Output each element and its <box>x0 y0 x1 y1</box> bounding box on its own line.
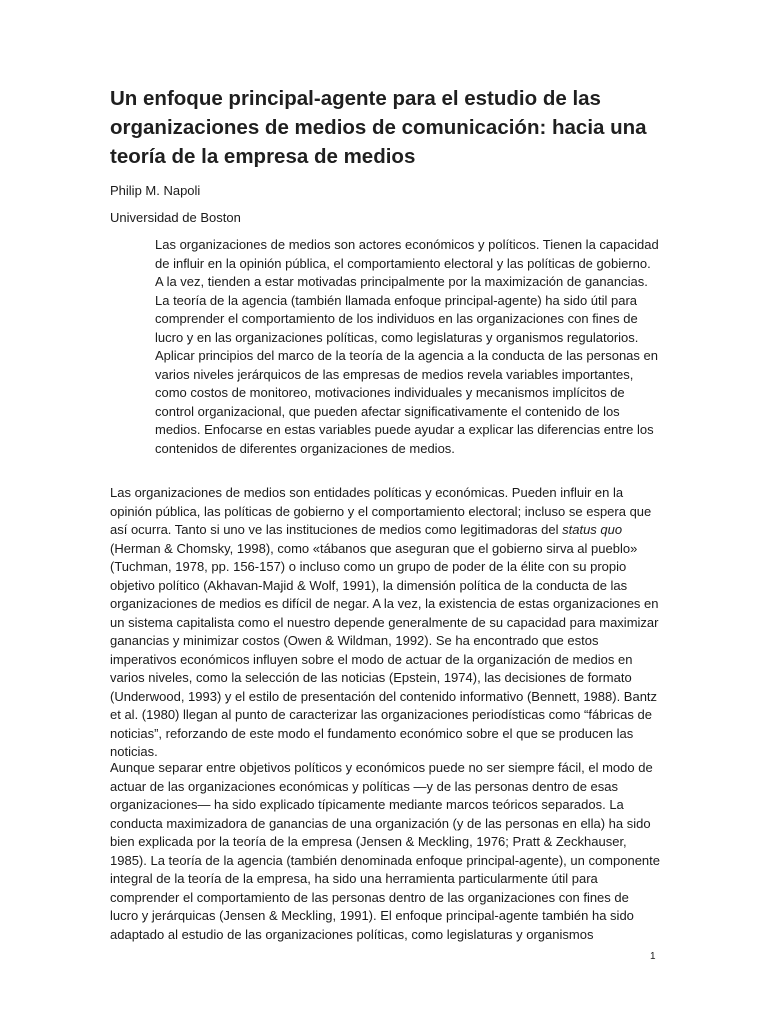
page-number: 1 <box>650 951 656 962</box>
author-affiliation: Universidad de Boston <box>110 210 241 225</box>
author-name: Philip M. Napoli <box>110 183 201 198</box>
body-paragraph-1 <box>110 484 660 762</box>
abstract: Las organizaciones de medios son actores económicos y políticos. Tienen la capacidad de influir en la opinión pública, el comportamiento electoral y las políticas de gobierno. A la vez, tienden a estar motivadas principalmente por la maximización de ganancias. La teoría de la agencia (también llamada enfoque principal-agente) ha sido útil para comprender el comportamiento de los individuos en las organizaciones con fines de lucro y en las organizaciones políticas, como legislaturas y organismos regulatorios. Aplicar principios del marco de la teoría de la agencia a la conducta de las personas en varios niveles jerárquicos de las empresas de medios revela variables importantes, como costos de monitoreo, motivaciones individuales y mecanismos implícitos de control organizacional, que pueden afectar significativamente el contenido de los medios. Enfocarse en estas variables puede ayudar a explicar las diferencias entre los contenidos de diferentes organizaciones de medios. <box>155 237 659 456</box>
paragraph-1-text-b: (Herman & Chomsky, 1998), como «tábanos que aseguran que el gobierno sirva al pueblo» (Tuchman, 1978, pp. 156-157) o incluso como un grupo de poder de la élite con su propio objetivo político (Akhavan-Majid & Wolf, 1991), la dimensión política de la conducta de las organizaciones de medios es difícil de negar. A la vez, la existencia de estas organizaciones en un sistema capitalista como el nuestro depende generalmente de su capacidad para maximizar ganancias y minimizar costos (Owen & Wildman, 1992). Se ha encontrado que estos imperativos económicos influyen sobre el modo de actuar de la organización de medios en varios niveles, como la selección de las noticias (Epstein, 1974), las decisiones de formato (Underwood, 1993) y el estilo de presentación del contenido informativo (Bennett, 1988). Bantz et al. (1980) llegan al punto de caracterizar las organizaciones periodísticas como “fábricas de noticias”, reforzando de este modo el fundamento económico sobre el que se producen las noticias. <box>110 540 659 759</box>
body-paragraph-2: Aunque separar entre objetivos políticos y económicos puede no ser siempre fácil, el modo de actuar de las organizaciones económicas y políticas —y de las personas dentro de esas organizaciones— ha sido explicado típicamente mediante marcos teóricos separados. La conducta maximizadora de ganancias de una organización (y de las personas en ella) ha sido bien explicada por la teoría de la empresa (Jensen & Meckling, 1976; Pratt & Zeckhauser, 1985). La teoría de la agencia (también denominada enfoque principal-agente), un componente integral de la teoría de la empresa, ha sido una herramienta particularmente útil para comprender el comportamiento de las personas dentro de las organizaciones con fines de lucro y jerárquicas (Jensen & Meckling, 1991). El enfoque principal-agente también ha sido adaptado al estudio de las organizaciones políticas, como legislaturas y organismos <box>110 760 660 942</box>
paragraph-1-text-a: Las organizaciones de medios son entidades políticas y económicas. Pueden influir en la opinión pública, las políticas de gobierno y el comportamiento electoral; incluso se espera que así ocurra. Tanto si uno ve las instituciones de medios como legitimadoras del <box>110 485 652 537</box>
paper-title: Un enfoque principal-agente para el estudio de las organizaciones de medios de comunicación: hacia una teoría de la empresa de medios <box>110 87 647 168</box>
paragraph-1-italic: status quo <box>562 522 623 537</box>
